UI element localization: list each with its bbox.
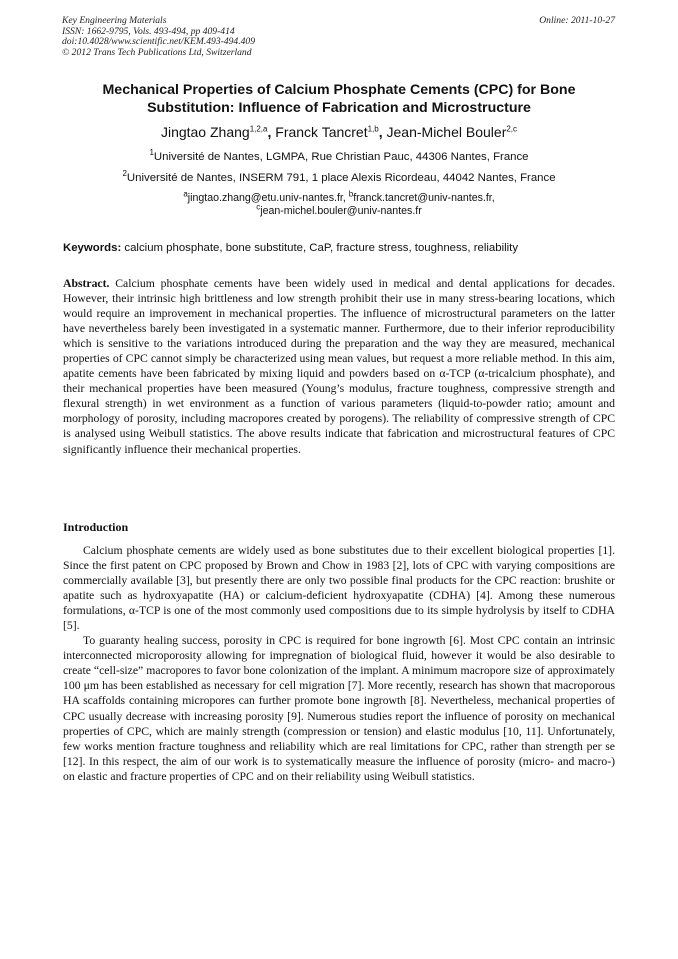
affiliation-2 [58,171,620,185]
copyright-line: © 2012 Trans Tech Publications Ltd, Switzerland [62,46,252,58]
abstract-label: Abstract. [63,277,110,290]
author-sup: 1,b [367,124,379,134]
author-sup: 1,2,a [249,124,268,134]
abstract-text: Calcium phosphate cements have been widely used in medical and dental applications for decades. However, their intrinsic high brittleness and low strength prohibit their use in many stress-bearing locations, which would require an improvement in mechanical properties. The influence of microstructural parameters on the latter have nevertheless barely been investigated in a systematic manner. Furthermore, due to their inferior reproducibility which is sensitive to the variations introduced during the preparation and the way they are measured, mechanical properties of CPC cannot simply be characterized using mean values, but request a more reliable method. In this aim, apatite cements have been fabricated by mixing liquid and powders based on α-TCP (α-tricalcium phosphate), and their mechanical properties have been measured (Young’s modulus, fracture toughness, compressive strength and flexural strength) in wet environment as a function of various parameters (liquid-to-powder ratio; amount and morphology of porosity, including macropores created by porogens). The reliability of compressive strength of CPC is analysed using Weibull statistics. The above results indicate that fabrication and microstructural features of CPC significantly influence their mechanical properties. [63,277,616,456]
keywords-text: calcium phosphate, bone substitute, CaP, fracture stress, toughness, reliability [124,242,519,254]
journal-header [62,16,615,58]
introduction-body [63,543,615,784]
affiliation-1 [58,150,620,164]
keywords [63,241,618,255]
author-name: Jean-Michel Bouler [386,124,507,140]
keywords-label: Keywords: [63,242,122,254]
author-sup: 2,c [506,124,518,134]
email-b[interactable]: franck.tancret@univ-nantes.fr, [353,192,495,204]
email-block: $^a$jingtao.zhang@etu.univ-nantes.fr, $^b$franck.tancret@univ-nantes.fr, $^c$jean-michel.bouler@univ-nantes.fr [183,189,495,217]
author-name: Jingtao Zhang [160,124,250,140]
issn-line: ISSN: 1662-9795, Vols. 493-494, pp 409-414 [62,25,235,37]
affiliation-text: Université de Nantes, INSERM 791, 1 place Alexis Ricordeau, 44042 Nantes, France [126,172,556,184]
author-list: Jingtao Zhang$^{1,2,a}$, Franck Tancret$^{1,b}$, Jean-Michel Bouler$^{2,c}$ [160,124,518,140]
affiliation-text: Université de Nantes, LGMPA, Rue Christian Pauc, 44306 Nantes, France [153,151,529,163]
affiliation-sup: 1 [149,148,154,158]
abstract [63,276,615,457]
paper-title: Mechanical Properties of Calcium Phosphate Cements (CPC) for Bone Substitution: Influence of Fabrication and Microstructure [102,82,576,116]
email-c[interactable]: jean-michel.bouler@univ-nantes.fr [260,205,422,217]
online-date: Online: 2011-10-27 [539,15,615,26]
paragraph: To guaranty healing success, porosity in CPC is required for bone ingrowth [6]. Most CPC contain an intrinsic interconnected microporosity allowing for impregnation of biological fluid, however it would be also desirable to create “cell-size” macropores to favor bone colonization of the implant. A minimum macropore size of approximately 100 μm has been established as necessary for cell migration [7]. More recently, research has shown that macroporous HA scaffolds containing micropores can further promote bone ingrowth [8]. Nevertheless, mechanical properties of CPC usually decrease with increasing porosity [9]. Numerous studies report the influence of porosity on mechanical properties of CPC, which are mainly strength (compression or tension) and elastic modulus [10, 11]. Unfortunately, few works mention fracture toughness and reliability which are real limitations for CPC, rather than strength per se [12]. In this respect, the aim of our work is to systematically measure the influence of porosity (micro- and macro-) on elastic and fracture properties of CPC and on their reliability using Weibull statistics. [63,634,615,783]
paragraph: Calcium phosphate cements are widely used as bone substitutes due to their excellent biological properties [1]. Since the first patent on CPC proposed by Brown and Chow in 1983 [2], lots of CPC with varying compositions are commercially available [3], but presently there are only two possible final products for the CPC reaction: brushite or apatite such as hydroxyapatite (HA) or calcium-deficient hydroxyapatite (CDHA) [4]. Among these numerous formulations, α-TCP is one of the most commonly used compositions due to its simple hydrolysis by itself to CDHA [5]. [63,544,615,633]
email-a[interactable]: jingtao.zhang@etu.univ-nantes.fr, [187,192,346,204]
affiliation-sup: 2 [122,169,127,179]
author-name: Franck Tancret [275,124,368,140]
doi-line: doi:10.4028/www.scientific.net/KEM.493-494.409 [62,36,256,48]
journal-name: Key Engineering Materials [62,15,167,26]
introduction-heading: Introduction [63,520,129,534]
